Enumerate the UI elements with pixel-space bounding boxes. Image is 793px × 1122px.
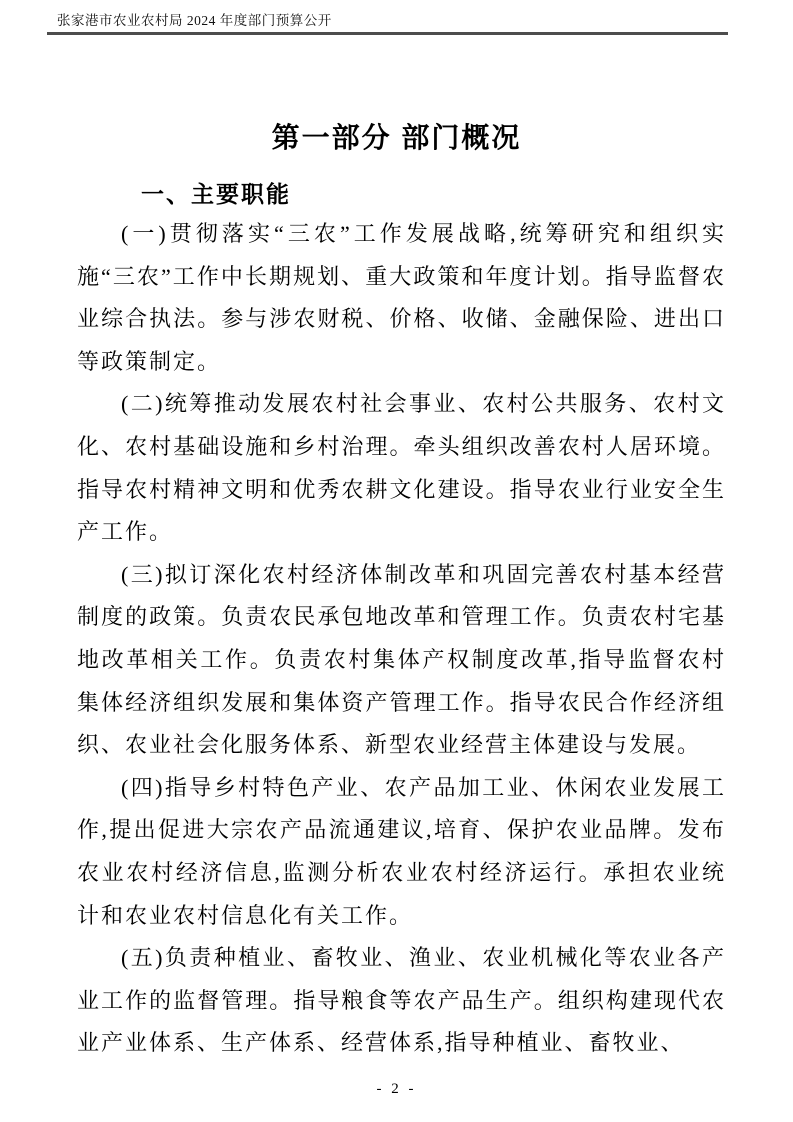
body-content bbox=[77, 213, 726, 1065]
body-paragraph: (三)拟订深化农村经济体制改革和巩固完善农村基本经营制度的政策。负责农民承包地改革和管理工作。负责农村宅基地改革相关工作。负责农村集体产权制度改革,指导监督农村集体经济组织发展和集体资产管理工作。指导农民合作经济组织、农业社会化服务体系、新型农业经营主体建设与发展。 bbox=[77, 561, 726, 758]
body-paragraph: (一)贯彻落实“三农”工作发展战略,统筹研究和组织实施“三农”工作中长期规划、重大政策和年度计划。指导监督农业综合执法。参与涉农财税、价格、收储、金融保险、进出口等政策制定。 bbox=[77, 221, 726, 374]
body-paragraph: (五)负责种植业、畜牧业、渔业、农业机械化等农业各产业工作的监督管理。指导粮食等农产品生产。组织构建现代农业产业体系、生产体系、经营体系,指导种植业、畜牧业、 bbox=[77, 945, 726, 1056]
document-title: 第一部分 部门概况 bbox=[271, 122, 522, 153]
body-paragraph: (四)指导乡村特色产业、农产品加工业、休闲农业发展工作,提出促进大宗农产品流通建议,培育、保护农业品牌。发布农业农村经济信息,监测分析农业农村经济运行。承担农业统计和农业农村信息化有关工作。 bbox=[77, 774, 726, 928]
page-number: - 2 - bbox=[376, 1081, 417, 1097]
page-footer bbox=[0, 1081, 793, 1098]
body-paragraph: (二)统筹推动发展农村社会事业、农村公共服务、农村文化、农村基础设施和乡村治理。牵头组织改善农村人居环境。指导农村精神文明和优秀农耕文化建设。指导农业行业安全生产工作。 bbox=[77, 391, 726, 545]
section-heading: 一、主要职能 bbox=[141, 181, 291, 207]
page-header bbox=[47, 0, 728, 35]
header-title: 张家港市农业农村局 2024 年度部门预算公开 bbox=[57, 13, 332, 28]
